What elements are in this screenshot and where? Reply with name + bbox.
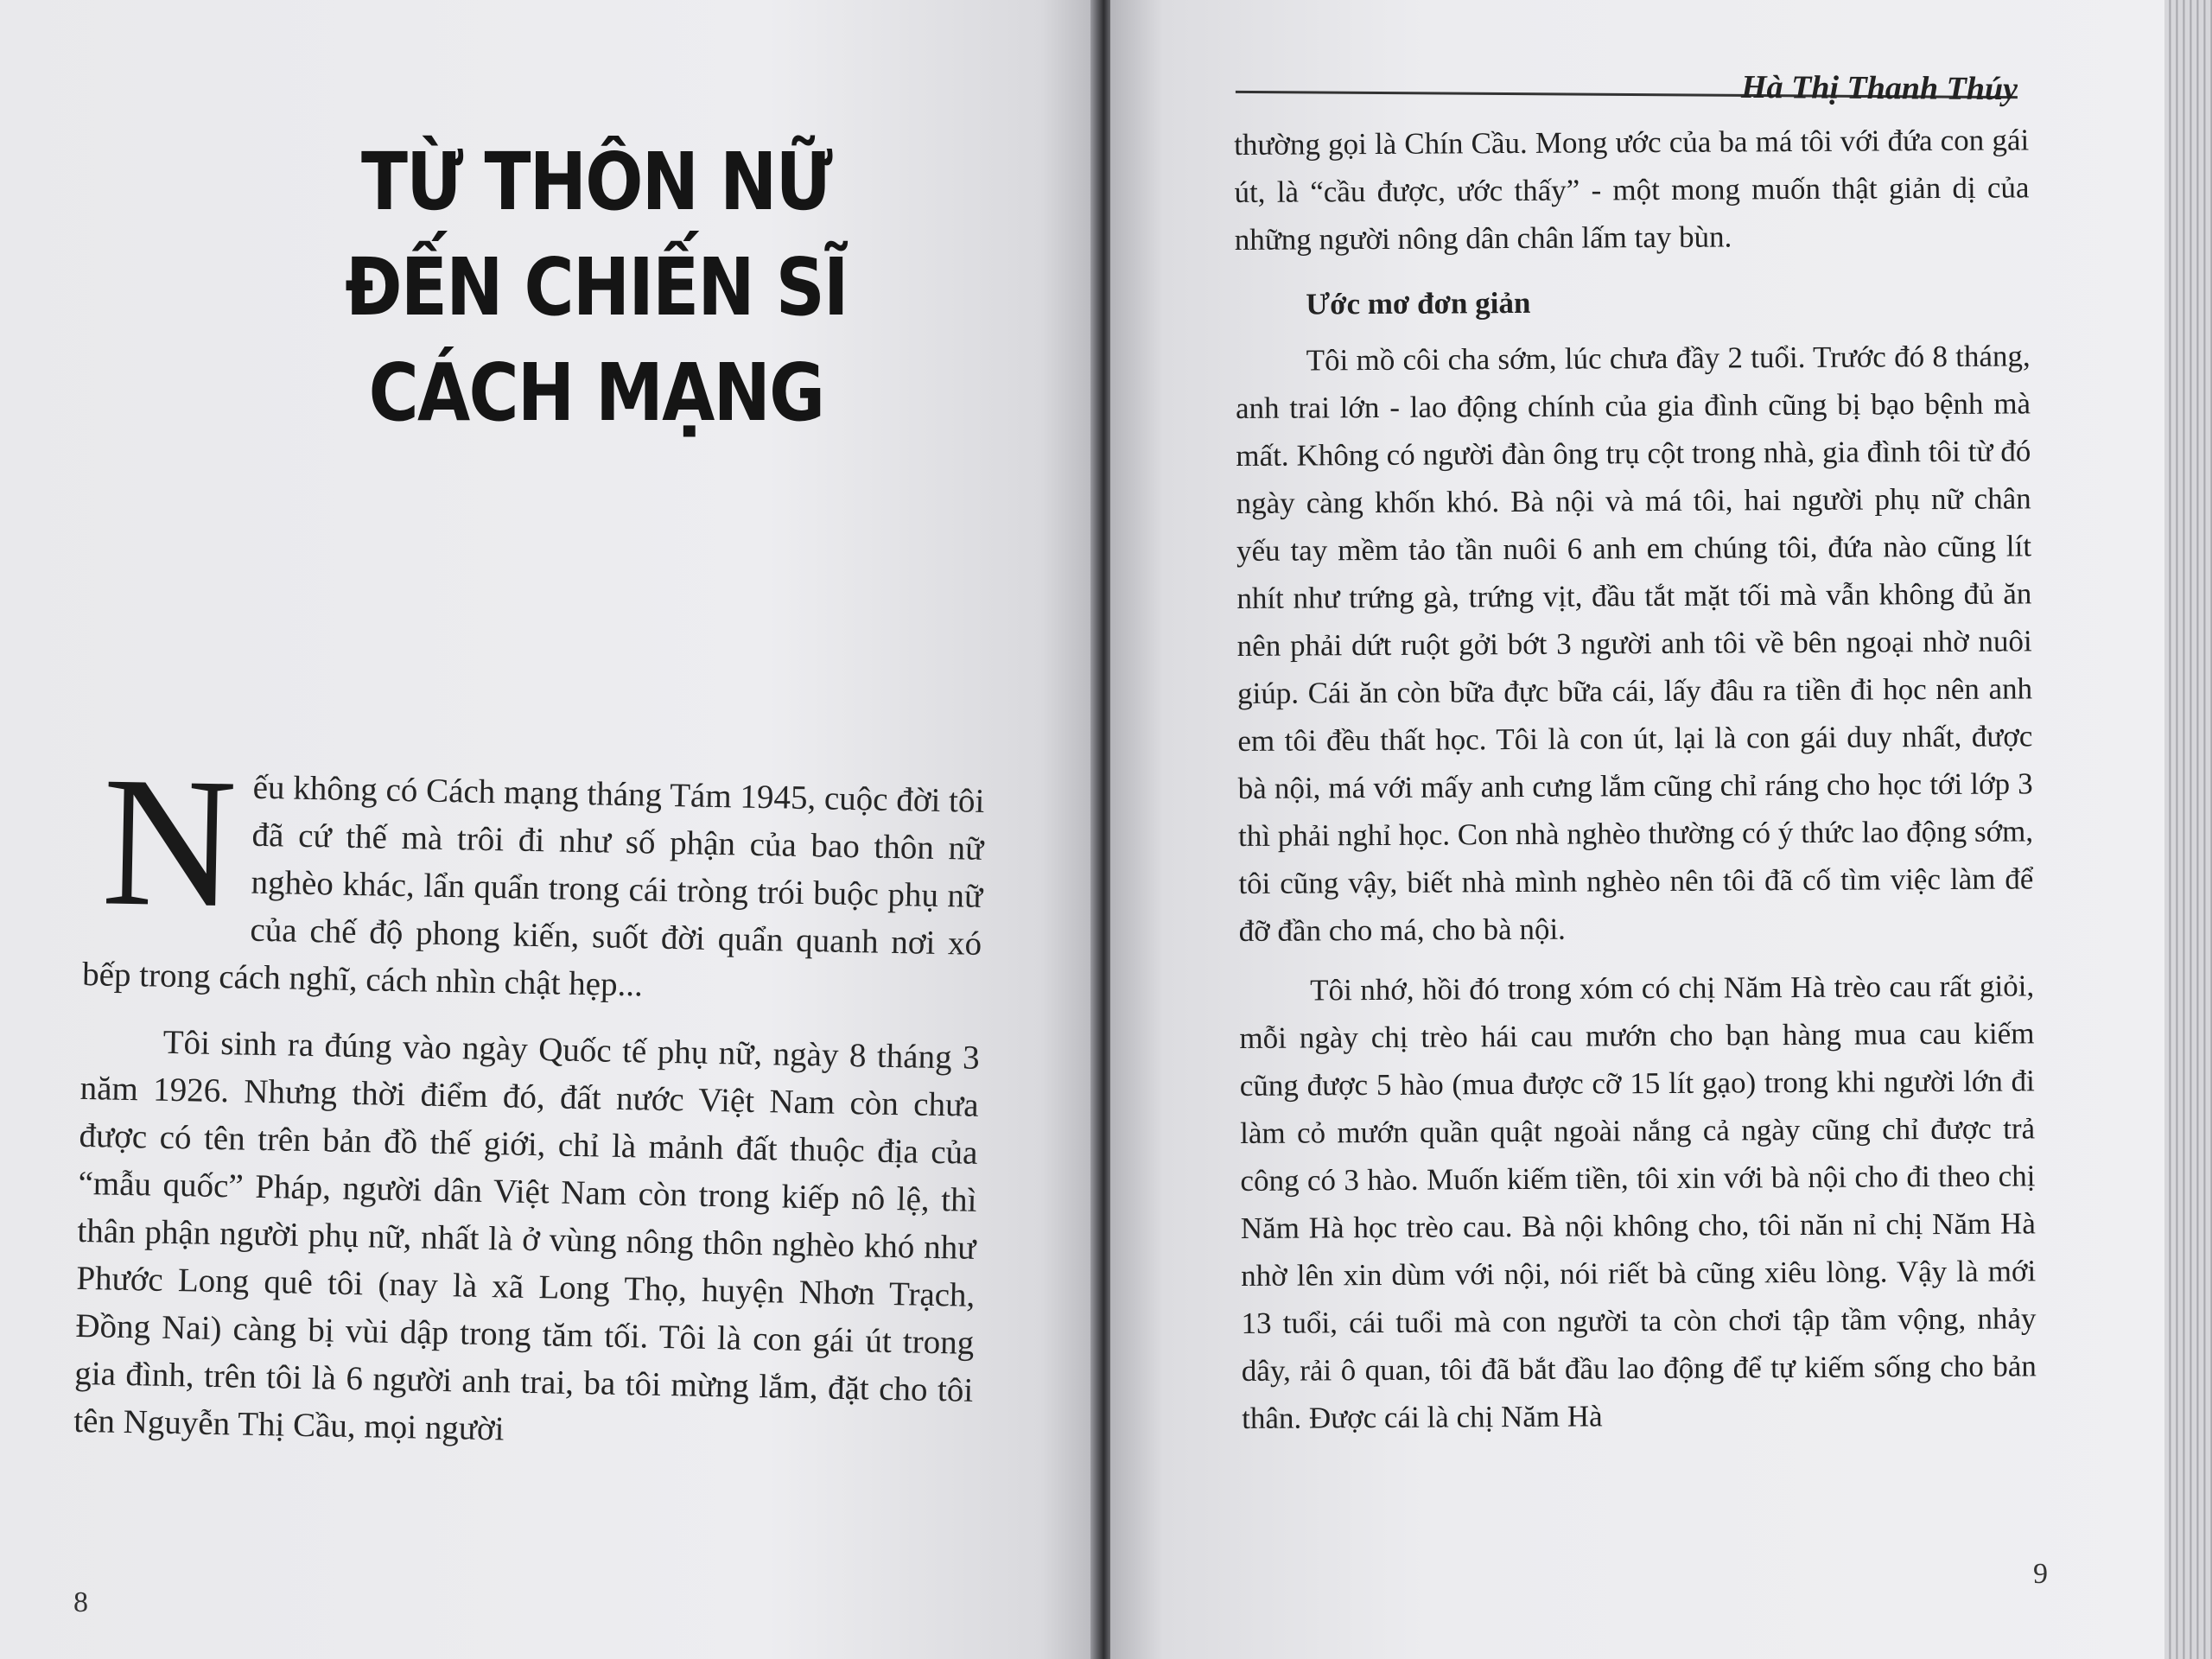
chapter-title-line: TỪ THÔN NỮ [361,136,831,228]
page-edges [2164,0,2212,1659]
chapter-title-line: ĐẾN CHIẾN SĨ [345,241,848,334]
body-paragraph: thường gọi là Chín Cầu. Mong ước của ba má tôi với đứa con gái út, là “cầu được, ước thấy” - một mong muốn thật giản dị của những người nông dân chân lấm tay bùn. [1234,123,2030,257]
right-body-text [1234,116,2037,1442]
opening-paragraph [81,737,985,1015]
running-header-author: Hà Thị Thanh Thúy [1740,68,2018,108]
chapter-title-line: CÁCH MẠNG [368,346,824,439]
left-body-text [73,737,985,1462]
page-number-right: 9 [2033,1558,2048,1590]
opening-paragraph-text: ếu không có Cách mạng tháng Tám 1945, cuộc đời tôi đã cứ thế mà trôi đi như số phận của bao thôn nữ nghèo khác, lẩn quẩn trong cái tròng trói buộc phụ nữ của chế độ phong kiến, suốt đời quẩn quanh nơi xó bếp trong cách nghĩ, cách nhìn chật hẹp... [81,768,985,1004]
running-header [1236,67,2018,108]
left-page [0,0,1096,1659]
drop-cap: N [99,737,238,947]
page-number-left: 8 [73,1586,88,1618]
body-paragraph: Tôi mồ côi cha sớm, lúc chưa đầy 2 tuổi. Trước đó 8 tháng, anh trai lớn - lao động chính của gia đình cũng bị bạo bệnh mà mất. Không có người đàn ông trụ cột trong nhà, gia đình tôi từ đó ngày càng khốn khó. Bà nội và má tôi, hai người phụ nữ chân yếu tay mềm tảo tần nuôi 6 anh em chúng tôi, đứa nào cũng lít nhít như trứng gà, trứng vịt, đầu tắt mặt tối mà vẫn không đủ ăn nên phải dứt ruột gởi bớt 3 người anh tôi về bên ngoại nhờ nuôi giúp. Cái ăn còn bữa đực bữa cái, lấy đâu ra tiền đi học nên anh em tôi đều thất học. Tôi là con út, lại là con gái duy nhất, được bà nội, má với mấy anh cưng lắm cũng chỉ ráng cho học tới lớp 3 thì phải nghỉ học. Con nhà nghèo thường có ý thức lao động sớm, tôi cũng vậy, biết nhà mình nghèo nên tôi đã cố tìm việc làm để đỡ đần cho má, cho bà nội. [1235,339,2034,948]
section-heading: Ước mơ đơn giản [1306,285,1531,321]
body-paragraph: Tôi sinh ra đúng vào ngày Quốc tế phụ nữ, ngày 8 tháng 3 năm 1926. Nhưng thời điểm đó, đất nước Việt Nam còn chưa được có tên trên bản đồ thế giới, chỉ là mảnh đất thuộc địa của “mẫu quốc” Pháp, người dân Việt Nam còn trong kiếp nô lệ, thì thân phận người phụ nữ, nhất là ở vùng nông thôn nghèo khó như Phước Long quê tôi (nay là xã Long Thọ, huyện Nhơn Trạch, Đồng Nai) càng bị vùi dập trong tăm tối. Tôi là con gái út trong gia đình, trên tôi là 6 người anh trai, ba tôi mừng lắm, đặt cho tôi tên Nguyễn Thị Cầu, mọi người [73,1023,980,1448]
chapter-title [344,130,849,446]
body-paragraph: Tôi nhớ, hồi đó trong xóm có chị Năm Hà trèo cau rất giỏi, mỗi ngày chị trèo hái cau mướn cho bạn hàng mua cau kiếm cũng được 5 hào (mua được cỡ 15 lít gạo) trong khi người lớn đi làm cỏ mướn quần quật ngoài nắng cả ngày cũng chỉ được trả công có 3 hào. Muốn kiếm tiền, tôi xin với bà nội cho đi theo chị Năm Hà học trèo cau. Bà nội không cho, tôi năn nỉ chị Năm Hà nhờ lên xin dùm với nội, nói riết bà cũng xiêu lòng. Vậy là mới 13 tuổi, cái tuổi mà con người ta còn chơi tập tầm vộng, nhảy dây, rải ô quan, tôi đã bắt đầu lao động để tự kiếm sống cho bản thân. Được cái là chị Năm Hà [1239,969,2037,1435]
